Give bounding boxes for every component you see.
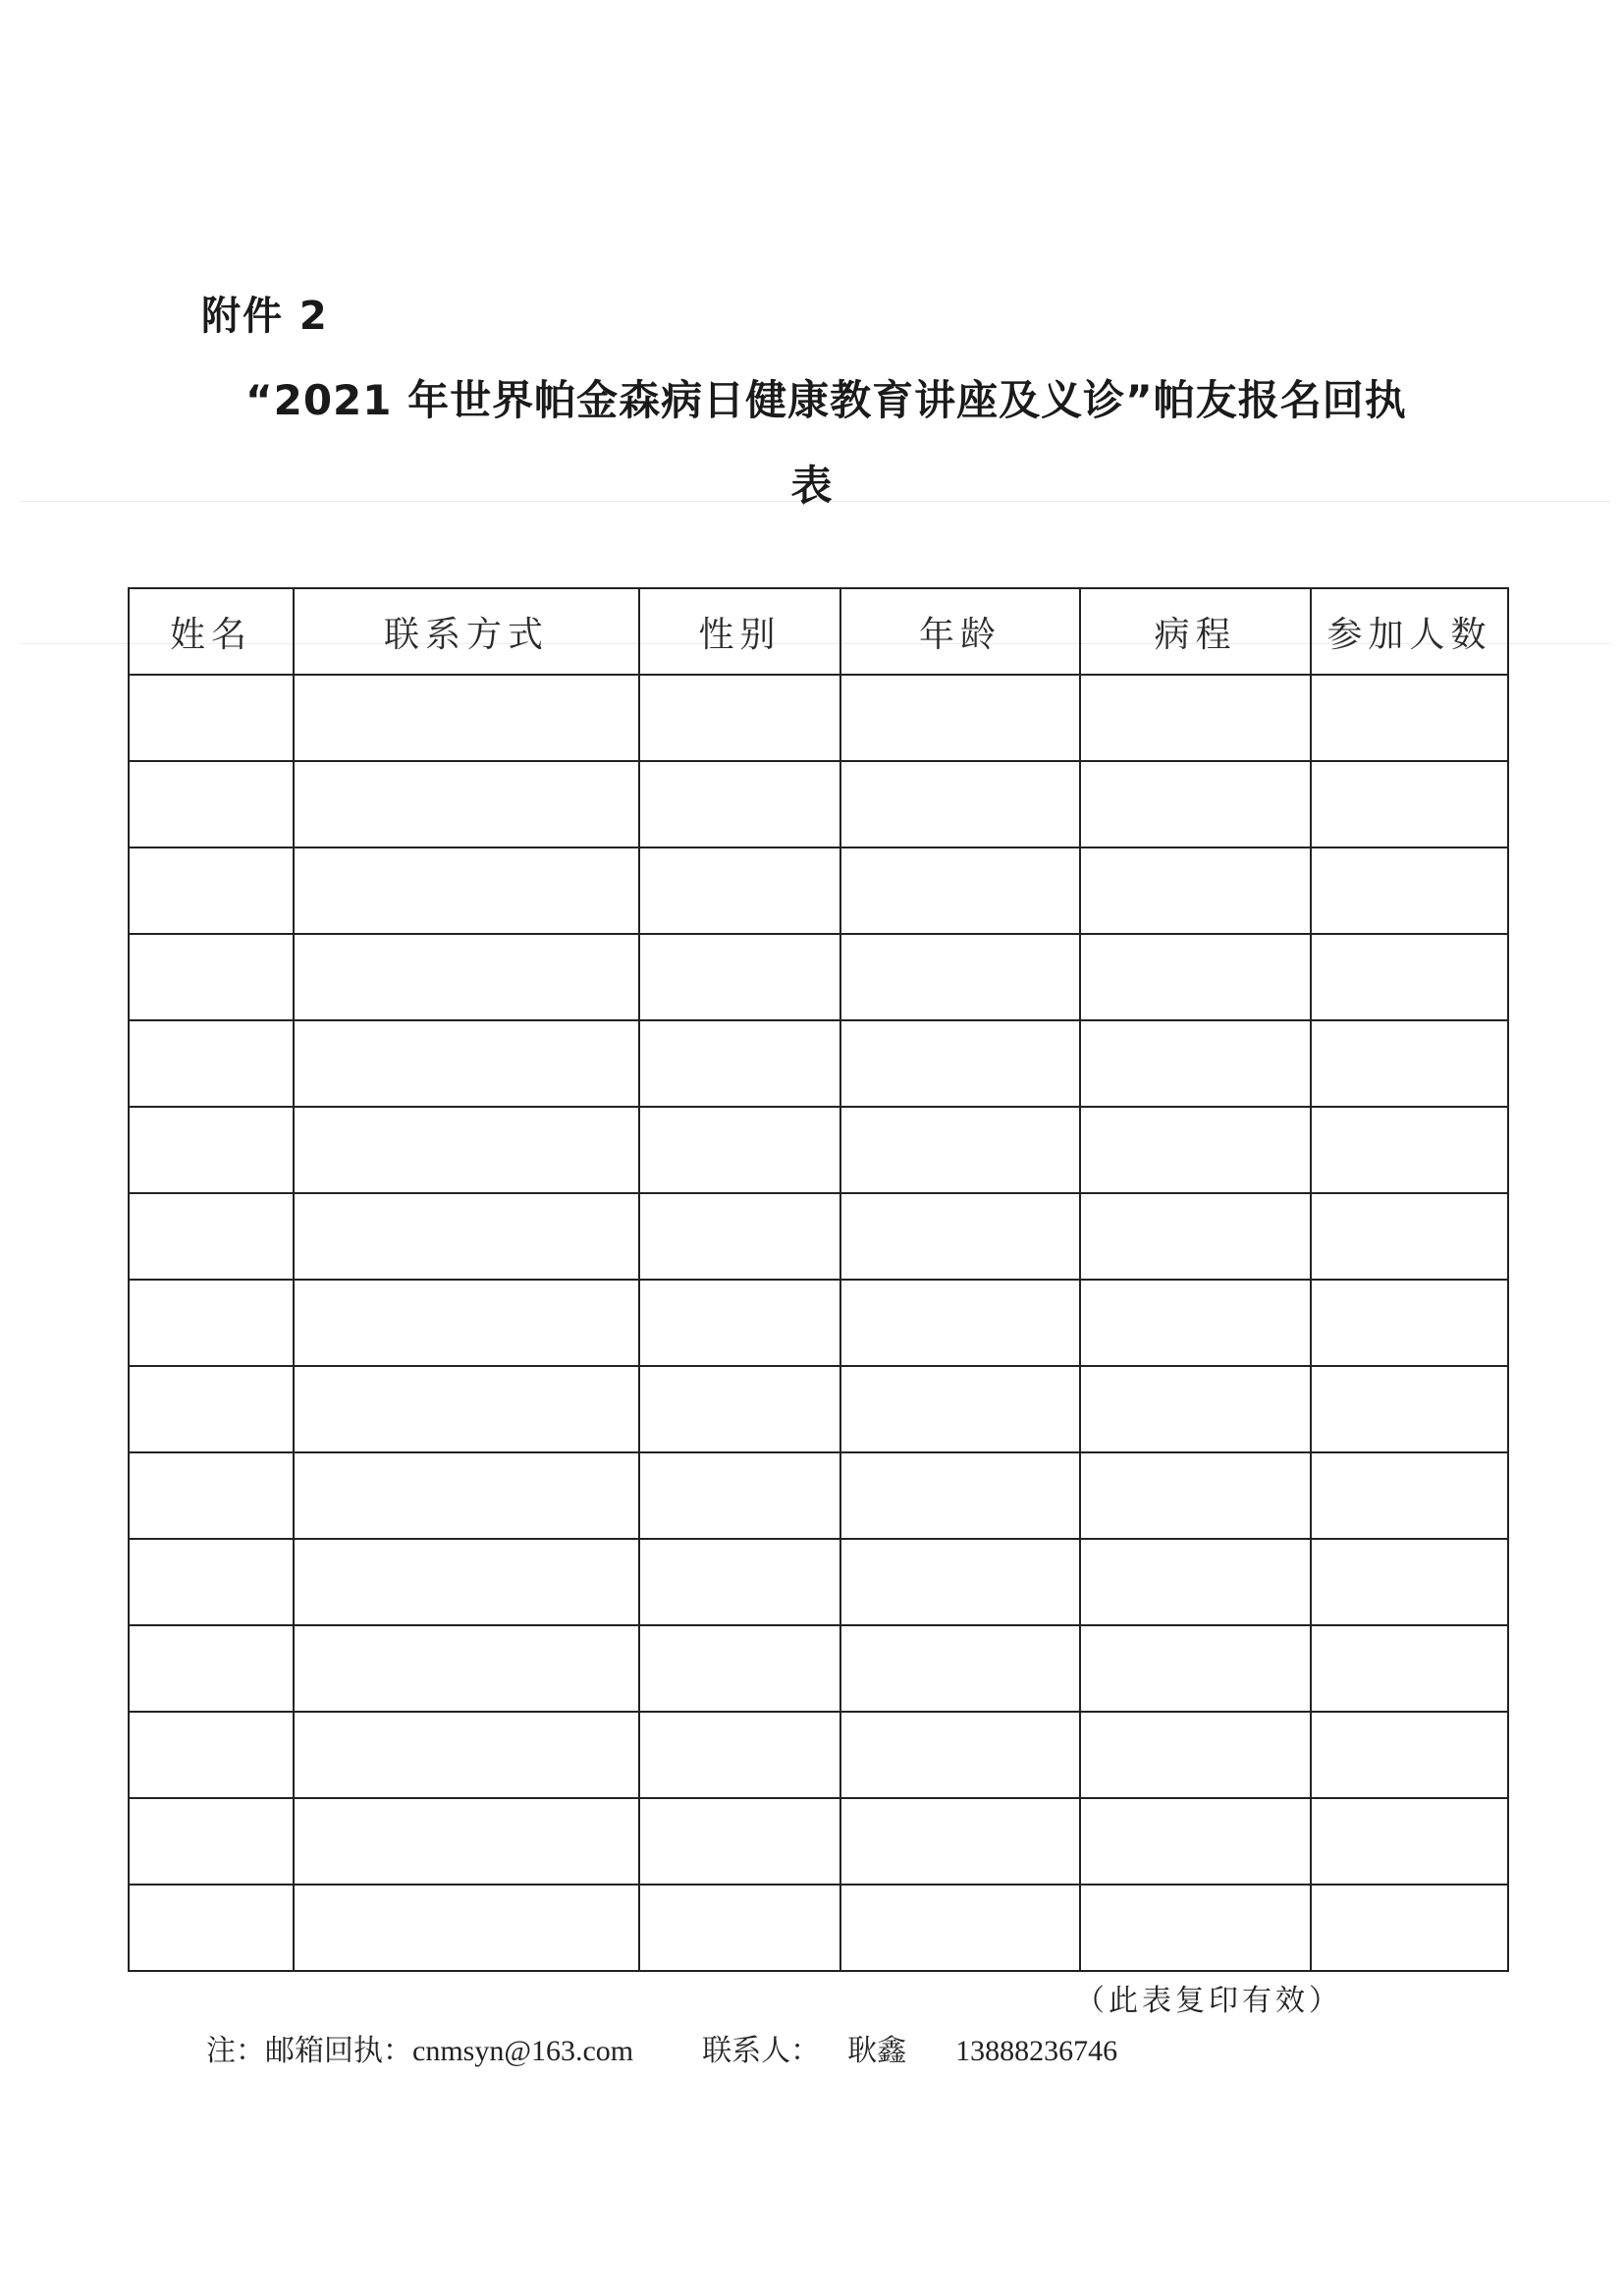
table-cell[interactable] (1311, 1625, 1508, 1712)
table-row (129, 1280, 1508, 1366)
table-row (129, 1366, 1508, 1452)
table-cell[interactable] (1311, 1798, 1508, 1885)
table-cell[interactable] (129, 1193, 294, 1280)
table-cell[interactable] (294, 1280, 639, 1366)
table-cell[interactable] (1080, 761, 1311, 847)
table-cell[interactable] (639, 1712, 840, 1798)
table-cell[interactable] (129, 1020, 294, 1107)
table-cell[interactable] (840, 1280, 1080, 1366)
table-cell[interactable] (1311, 1539, 1508, 1625)
copy-valid-note: （此表复印有效） (1075, 1984, 1342, 2018)
table-row (129, 1452, 1508, 1539)
table-cell[interactable] (294, 1366, 639, 1452)
table-cell[interactable] (129, 1452, 294, 1539)
table-cell[interactable] (294, 1107, 639, 1193)
table-cell[interactable] (1080, 1798, 1311, 1885)
table-cell[interactable] (129, 1366, 294, 1452)
table-cell[interactable] (639, 1885, 840, 1971)
header-name: 姓名 (129, 588, 294, 675)
table-cell[interactable] (294, 1193, 639, 1280)
table-cell[interactable] (639, 1539, 840, 1625)
table-cell[interactable] (294, 1885, 639, 1971)
table-cell[interactable] (1311, 1020, 1508, 1107)
table-cell[interactable] (1080, 1712, 1311, 1798)
table-cell[interactable] (639, 675, 840, 761)
table-body (129, 675, 1508, 1971)
contact-line (206, 2026, 1117, 2069)
table-cell[interactable] (1311, 934, 1508, 1020)
table-cell[interactable] (294, 1798, 639, 1885)
table-cell[interactable] (639, 761, 840, 847)
table-cell[interactable] (639, 1798, 840, 1885)
table-cell[interactable] (840, 1539, 1080, 1625)
table-cell[interactable] (1080, 847, 1311, 934)
table-cell[interactable] (1080, 1539, 1311, 1625)
table-row (129, 1712, 1508, 1798)
table-cell[interactable] (1080, 1193, 1311, 1280)
table-cell[interactable] (840, 761, 1080, 847)
table-cell[interactable] (294, 675, 639, 761)
table-cell[interactable] (840, 1798, 1080, 1885)
table-row (129, 1020, 1508, 1107)
table-cell[interactable] (1311, 1452, 1508, 1539)
table-cell[interactable] (1080, 1366, 1311, 1452)
table-cell[interactable] (840, 1107, 1080, 1193)
table-cell[interactable] (1080, 934, 1311, 1020)
registration-table (128, 587, 1509, 1972)
header-age: 年龄 (840, 588, 1080, 675)
table-cell[interactable] (1080, 1280, 1311, 1366)
table-cell[interactable] (639, 1366, 840, 1452)
table-row (129, 1885, 1508, 1971)
table-row (129, 761, 1508, 847)
table-cell[interactable] (639, 847, 840, 934)
table-cell[interactable] (1311, 1366, 1508, 1452)
table-cell[interactable] (294, 1539, 639, 1625)
note-label: 注：邮箱回执： (206, 2034, 412, 2068)
table-cell[interactable] (840, 934, 1080, 1020)
table-cell[interactable] (1080, 1020, 1311, 1107)
table-cell[interactable] (1311, 847, 1508, 934)
table-cell[interactable] (840, 675, 1080, 761)
table-row (129, 1193, 1508, 1280)
table-cell[interactable] (129, 1712, 294, 1798)
table-cell[interactable] (1080, 1452, 1311, 1539)
table-cell[interactable] (1311, 1280, 1508, 1366)
table-cell[interactable] (129, 934, 294, 1020)
contact-label: 联系人： (702, 2034, 821, 2068)
table-cell[interactable] (840, 1885, 1080, 1971)
attachment-label: 附件 2 (201, 294, 329, 339)
table-row (129, 1798, 1508, 1885)
table-cell[interactable] (294, 934, 639, 1020)
table-header-row (129, 588, 1508, 675)
table-row (129, 847, 1508, 934)
table-cell[interactable] (639, 1107, 840, 1193)
table-cell[interactable] (294, 761, 639, 847)
email-address[interactable]: cnmsyn@163.com (412, 2035, 634, 2067)
table-cell[interactable] (1311, 761, 1508, 847)
table-cell[interactable] (840, 1193, 1080, 1280)
table-row (129, 1107, 1508, 1193)
table-cell[interactable] (294, 847, 639, 934)
table-cell[interactable] (1311, 1193, 1508, 1280)
table-cell[interactable] (129, 847, 294, 934)
table-cell[interactable] (840, 1366, 1080, 1452)
table-cell[interactable] (129, 1107, 294, 1193)
document-title-line2: 表 (790, 462, 833, 510)
table-cell[interactable] (1080, 675, 1311, 761)
table-cell[interactable] (1311, 1885, 1508, 1971)
table-cell[interactable] (129, 1539, 294, 1625)
table-cell[interactable] (294, 1625, 639, 1712)
header-gender: 性别 (639, 588, 840, 675)
table-cell[interactable] (129, 1625, 294, 1712)
contact-name: 耿鑫 (847, 2034, 907, 2068)
header-attendee-count: 参加人数 (1311, 588, 1508, 675)
table-cell[interactable] (1080, 1885, 1311, 1971)
table-cell[interactable] (129, 1885, 294, 1971)
table-cell[interactable] (840, 1712, 1080, 1798)
table-cell[interactable] (639, 1280, 840, 1366)
table-cell[interactable] (639, 1625, 840, 1712)
table-cell[interactable] (639, 1193, 840, 1280)
table-cell[interactable] (840, 1625, 1080, 1712)
phone-number[interactable]: 13888236746 (955, 2035, 1118, 2067)
table-cell[interactable] (639, 934, 840, 1020)
table-row (129, 675, 1508, 761)
table-cell[interactable] (639, 1452, 840, 1539)
table-cell[interactable] (294, 1712, 639, 1798)
table-cell[interactable] (1311, 1712, 1508, 1798)
table-cell[interactable] (129, 761, 294, 847)
table-row (129, 934, 1508, 1020)
table-cell[interactable] (129, 1798, 294, 1885)
table-cell[interactable] (129, 1280, 294, 1366)
table-cell[interactable] (1311, 1107, 1508, 1193)
table-cell[interactable] (1311, 675, 1508, 761)
document-title-line1: “2021 年世界帕金森病日健康教育讲座及义诊”帕友报名回执 (245, 376, 1407, 424)
table-cell[interactable] (294, 1452, 639, 1539)
table-cell[interactable] (840, 1020, 1080, 1107)
table-cell[interactable] (129, 675, 294, 761)
table-cell[interactable] (294, 1020, 639, 1107)
table-row (129, 1539, 1508, 1625)
header-disease-duration: 病程 (1080, 588, 1311, 675)
table-cell[interactable] (639, 1020, 840, 1107)
header-contact: 联系方式 (294, 588, 639, 675)
table-cell[interactable] (840, 847, 1080, 934)
table-row (129, 1625, 1508, 1712)
table-cell[interactable] (840, 1452, 1080, 1539)
table-cell[interactable] (1080, 1107, 1311, 1193)
table-cell[interactable] (1080, 1625, 1311, 1712)
